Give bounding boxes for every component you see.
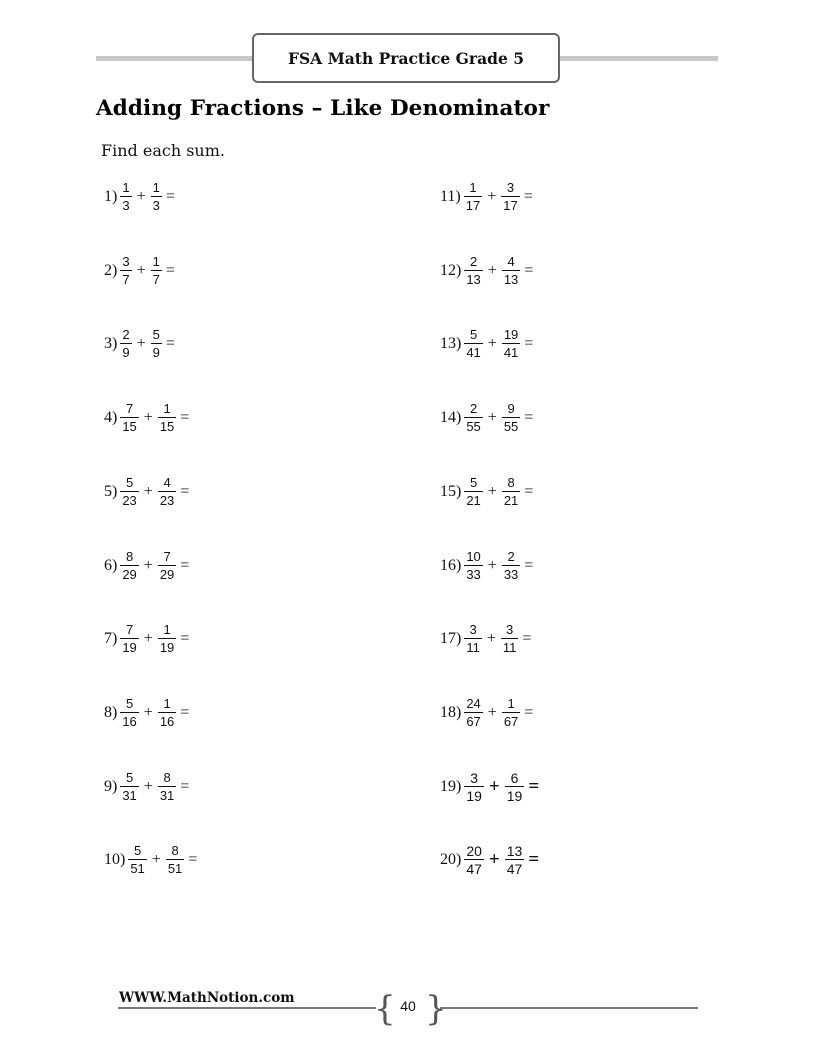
equals-sign: = <box>180 630 190 648</box>
plus-sign: + <box>487 556 497 574</box>
second-fraction <box>502 255 520 287</box>
problem-number: 9) <box>104 777 118 795</box>
problem-11 <box>440 181 533 213</box>
denominator: 7 <box>152 271 160 287</box>
denominator: 51 <box>130 861 145 877</box>
problem-number: 18) <box>440 703 462 721</box>
equals-sign: = <box>180 556 190 574</box>
denominator: 9 <box>122 345 130 361</box>
denominator: 3 <box>122 198 130 213</box>
plus-sign: + <box>143 630 153 648</box>
second-fraction <box>158 402 176 434</box>
second-fraction <box>158 550 176 582</box>
problem-3 <box>104 328 175 360</box>
plus-sign: + <box>487 335 497 353</box>
plus-sign: + <box>136 188 146 205</box>
first-fraction <box>464 844 484 876</box>
first-fraction <box>464 623 482 655</box>
denominator: 15 <box>159 419 175 435</box>
numerator: 7 <box>125 622 134 638</box>
numerator: 1 <box>152 180 160 195</box>
numerator: 3 <box>505 622 514 638</box>
first-fraction <box>120 328 131 360</box>
problem-number: 7) <box>104 630 118 648</box>
plus-sign: + <box>143 703 153 721</box>
denominator: 13 <box>466 271 481 287</box>
plus-sign: + <box>143 777 153 795</box>
numerator: 5 <box>133 843 142 859</box>
problem-8 <box>104 697 189 729</box>
denominator: 19 <box>466 787 482 804</box>
denominator: 67 <box>503 713 519 729</box>
numerator: 1 <box>507 695 515 711</box>
second-fraction <box>505 844 525 876</box>
numerator: 5 <box>125 474 134 490</box>
denominator: 31 <box>159 787 175 803</box>
problem-18 <box>440 697 533 729</box>
second-fraction <box>158 476 176 508</box>
equals-sign: = <box>524 335 534 353</box>
denominator: 55 <box>503 419 519 435</box>
problem-number: 11) <box>440 188 461 205</box>
second-fraction <box>502 476 520 508</box>
denominator: 29 <box>122 566 137 582</box>
equals-sign: = <box>180 777 190 795</box>
first-fraction <box>120 255 131 287</box>
numerator: 8 <box>125 548 134 564</box>
problem-number: 2) <box>104 261 118 279</box>
problem-12 <box>440 255 533 287</box>
first-fraction <box>464 550 482 582</box>
denominator: 16 <box>159 713 175 729</box>
numerator: 6 <box>510 769 519 786</box>
numerator: 7 <box>125 401 134 417</box>
second-fraction <box>158 623 176 655</box>
plus-sign: + <box>487 703 497 721</box>
numerator: 1 <box>163 401 171 417</box>
second-fraction <box>505 771 525 803</box>
footer-bracket-left: { <box>374 989 396 1029</box>
instructions: Find each sum. <box>101 141 225 160</box>
problem-6 <box>104 550 189 582</box>
problem-number: 12) <box>440 261 462 279</box>
problem-number: 17) <box>440 630 462 648</box>
second-fraction <box>502 402 520 434</box>
denominator: 47 <box>466 861 482 878</box>
numerator: 8 <box>163 769 171 785</box>
equals-sign: = <box>165 188 175 205</box>
problem-number: 1) <box>104 188 118 205</box>
page-title: Adding Fractions – Like Denominator <box>96 96 550 121</box>
problem-number: 6) <box>104 556 118 574</box>
problem-number: 19) <box>440 777 462 795</box>
problem-14 <box>440 402 533 434</box>
denominator: 41 <box>466 345 481 361</box>
equals-sign: = <box>523 188 533 205</box>
denominator: 11 <box>466 640 480 656</box>
first-fraction <box>120 697 138 729</box>
second-fraction <box>166 844 184 876</box>
numerator: 3 <box>469 622 477 638</box>
denominator: 47 <box>506 861 523 878</box>
numerator: 4 <box>507 253 515 269</box>
plus-sign: + <box>488 775 500 797</box>
plus-sign: + <box>487 409 497 427</box>
first-fraction <box>120 771 138 803</box>
equals-sign: = <box>524 556 534 574</box>
problem-number: 4) <box>104 409 118 427</box>
plus-sign: + <box>487 261 497 279</box>
equals-sign: = <box>180 409 190 427</box>
first-fraction <box>128 844 146 876</box>
numerator: 24 <box>466 695 481 711</box>
numerator: 5 <box>469 474 478 490</box>
second-fraction <box>158 697 176 729</box>
numerator: 19 <box>503 327 519 343</box>
numerator: 13 <box>506 843 523 860</box>
equals-sign: = <box>180 703 190 721</box>
denominator: 33 <box>503 566 519 582</box>
second-fraction <box>501 623 519 655</box>
problem-number: 8) <box>104 703 118 721</box>
equals-sign: = <box>528 775 540 797</box>
problem-number: 13) <box>440 335 462 353</box>
first-fraction <box>120 476 138 508</box>
numerator: 8 <box>507 474 515 490</box>
numerator: 3 <box>506 180 515 195</box>
plus-sign: + <box>136 261 146 279</box>
problem-13 <box>440 328 533 360</box>
denominator: 9 <box>152 345 160 361</box>
second-fraction <box>502 328 520 360</box>
denominator: 41 <box>503 345 519 361</box>
first-fraction <box>464 476 482 508</box>
denominator: 21 <box>466 492 481 508</box>
equals-sign: = <box>165 335 175 353</box>
problem-number: 16) <box>440 556 462 574</box>
second-fraction <box>151 255 162 287</box>
equals-sign: = <box>524 409 534 427</box>
denominator: 51 <box>167 861 183 877</box>
denominator: 17 <box>465 198 481 213</box>
numerator: 2 <box>122 327 130 343</box>
equals-sign: = <box>524 482 534 500</box>
equals-sign: = <box>522 630 532 648</box>
plus-sign: + <box>486 630 496 648</box>
first-fraction <box>120 402 138 434</box>
denominator: 33 <box>466 566 481 582</box>
problem-number: 14) <box>440 409 462 427</box>
problem-15 <box>440 476 533 508</box>
first-fraction <box>464 697 482 729</box>
equals-sign: = <box>188 851 198 869</box>
second-fraction <box>501 181 519 213</box>
second-fraction <box>502 550 520 582</box>
plus-sign: + <box>143 556 153 574</box>
footer-rule-left <box>118 1007 376 1009</box>
denominator: 31 <box>122 787 137 803</box>
first-fraction <box>120 623 138 655</box>
problem-number: 20) <box>440 851 462 869</box>
numerator: 8 <box>171 843 179 859</box>
plus-sign: + <box>487 188 497 205</box>
equals-sign: = <box>180 482 190 500</box>
denominator: 17 <box>503 198 518 213</box>
numerator: 7 <box>163 548 171 564</box>
problem-number: 10) <box>104 851 126 869</box>
numerator: 5 <box>125 695 134 711</box>
denominator: 19 <box>506 787 523 804</box>
denominator: 55 <box>466 419 481 435</box>
second-fraction <box>158 771 176 803</box>
problem-number: 3) <box>104 335 118 353</box>
second-fraction <box>502 697 520 729</box>
first-fraction <box>464 181 482 213</box>
equals-sign: = <box>524 261 534 279</box>
problem-1 <box>104 181 175 213</box>
problem-4 <box>104 402 189 434</box>
problem-number: 5) <box>104 482 118 500</box>
plus-sign: + <box>487 482 497 500</box>
denominator: 7 <box>122 271 130 287</box>
problem-10 <box>104 844 197 876</box>
denominator: 13 <box>503 271 519 287</box>
problem-number: 15) <box>440 482 462 500</box>
numerator: 5 <box>125 769 134 785</box>
denominator: 16 <box>122 713 137 729</box>
numerator: 2 <box>469 401 478 417</box>
denominator: 19 <box>122 640 137 656</box>
denominator: 19 <box>159 640 175 656</box>
problem-7 <box>104 623 189 655</box>
numerator: 1 <box>163 695 171 711</box>
numerator: 3 <box>122 253 130 269</box>
footer-bracket-right: } <box>425 989 447 1029</box>
denominator: 67 <box>466 713 481 729</box>
numerator: 5 <box>152 327 160 343</box>
numerator: 1 <box>122 180 130 195</box>
problem-16 <box>440 550 533 582</box>
second-fraction <box>151 328 162 360</box>
first-fraction <box>464 402 482 434</box>
first-fraction <box>120 550 138 582</box>
numerator: 1 <box>469 180 477 195</box>
first-fraction <box>464 255 482 287</box>
denominator: 15 <box>122 419 137 435</box>
header-rule-right <box>560 56 718 61</box>
header-title-box <box>252 33 560 83</box>
page-number: 40 <box>400 998 416 1014</box>
numerator: 10 <box>466 548 481 564</box>
equals-sign: = <box>524 703 534 721</box>
plus-sign: + <box>136 335 146 353</box>
plus-sign: + <box>488 849 500 871</box>
problem-19 <box>440 771 539 803</box>
header-rule-left <box>96 56 254 61</box>
problem-5 <box>104 476 189 508</box>
plus-sign: + <box>151 851 161 869</box>
numerator: 4 <box>163 474 171 490</box>
numerator: 1 <box>163 622 171 638</box>
equals-sign: = <box>528 849 540 871</box>
numerator: 9 <box>507 401 515 417</box>
denominator: 29 <box>159 566 175 582</box>
first-fraction <box>464 328 482 360</box>
numerator: 3 <box>470 769 479 786</box>
denominator: 23 <box>159 492 175 508</box>
first-fraction <box>120 181 131 213</box>
denominator: 23 <box>122 492 137 508</box>
numerator: 20 <box>466 843 482 860</box>
numerator: 5 <box>469 327 478 343</box>
problem-20 <box>440 844 539 876</box>
numerator: 2 <box>469 253 478 269</box>
plus-sign: + <box>143 409 153 427</box>
denominator: 11 <box>502 640 517 656</box>
denominator: 3 <box>152 198 160 213</box>
first-fraction <box>464 771 484 803</box>
problem-17 <box>440 623 531 655</box>
numerator: 2 <box>507 548 515 564</box>
problem-9 <box>104 771 189 803</box>
problem-2 <box>104 255 175 287</box>
denominator: 21 <box>503 492 519 508</box>
numerator: 1 <box>152 253 160 269</box>
header-title: FSA Math Practice Grade 5 <box>287 48 525 68</box>
plus-sign: + <box>143 482 153 500</box>
footer-website: WWW.MathNotion.com <box>119 990 295 1006</box>
second-fraction <box>151 181 162 213</box>
equals-sign: = <box>165 261 175 279</box>
footer-rule-right <box>440 1007 698 1009</box>
